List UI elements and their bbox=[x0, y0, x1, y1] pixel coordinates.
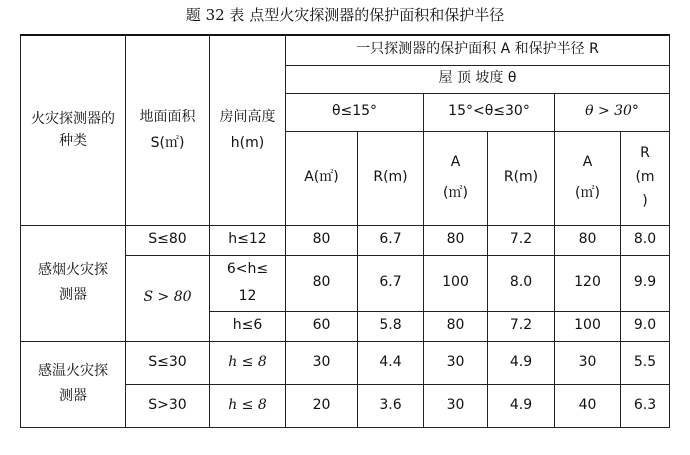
group-name-smoke: 感烟火灾探测器 bbox=[21, 225, 126, 341]
value-cell: 120 bbox=[555, 255, 621, 311]
value-cell: 80 bbox=[555, 225, 621, 255]
header-floor-area: 地面面积 S(㎡) bbox=[126, 35, 210, 225]
value-cell: 80 bbox=[286, 255, 358, 311]
header-room-height: 房间高度 h(m) bbox=[210, 35, 286, 225]
floor-area-cell: S≤80 bbox=[126, 225, 210, 255]
value-cell: 6.7 bbox=[358, 225, 424, 255]
slope-range-2: 15°<θ≤30° bbox=[424, 93, 555, 131]
room-height-cell: h ≤ 8 bbox=[210, 384, 286, 427]
table-row bbox=[21, 225, 670, 255]
value-cell: 20 bbox=[286, 384, 358, 427]
value-cell: 100 bbox=[555, 311, 621, 341]
value-cell: 60 bbox=[286, 311, 358, 341]
room-height-cell: h≤6 bbox=[210, 311, 286, 341]
value-cell: 4.9 bbox=[488, 384, 555, 427]
header-protection-group: 一只探测器的保护面积 A 和保护半径 R bbox=[286, 35, 670, 65]
value-cell: 4.9 bbox=[488, 341, 555, 384]
value-cell: 100 bbox=[424, 255, 488, 311]
floor-area-cell: S>30 bbox=[126, 384, 210, 427]
col-header-R: R(m) bbox=[358, 131, 424, 225]
room-height-cell: 6<h≤ 12 bbox=[210, 255, 286, 311]
value-cell: 8.0 bbox=[488, 255, 555, 311]
value-cell: 9.9 bbox=[621, 255, 670, 311]
group-name-heat: 感温火灾探测器 bbox=[21, 341, 126, 427]
slope-range-1: θ≤15° bbox=[286, 93, 424, 131]
value-cell: 7.2 bbox=[488, 311, 555, 341]
value-cell: 5.8 bbox=[358, 311, 424, 341]
value-cell: 80 bbox=[424, 311, 488, 341]
value-cell: 80 bbox=[424, 225, 488, 255]
value-cell: 4.4 bbox=[358, 341, 424, 384]
floor-area-cell: S≤30 bbox=[126, 341, 210, 384]
value-cell: 3.6 bbox=[358, 384, 424, 427]
value-cell: 30 bbox=[555, 341, 621, 384]
detector-table bbox=[20, 34, 670, 428]
table-row bbox=[21, 341, 670, 384]
room-height-cell: h ≤ 8 bbox=[210, 341, 286, 384]
col-header-A: A (㎡) bbox=[424, 131, 488, 225]
value-cell: 6.3 bbox=[621, 384, 670, 427]
header-detector-type: 火灾探测器的种类 bbox=[21, 35, 126, 225]
value-cell: 8.0 bbox=[621, 225, 670, 255]
value-cell: 6.7 bbox=[358, 255, 424, 311]
value-cell: 80 bbox=[286, 225, 358, 255]
room-height-cell: h≤12 bbox=[210, 225, 286, 255]
value-cell: 30 bbox=[286, 341, 358, 384]
floor-area-cell: S > 80 bbox=[126, 255, 210, 341]
header-roof-slope: 屋 顶 坡度 θ bbox=[286, 65, 670, 93]
slope-range-3: θ > 30° bbox=[555, 93, 670, 131]
col-header-A: A (㎡) bbox=[555, 131, 621, 225]
value-cell: 9.0 bbox=[621, 311, 670, 341]
col-header-R: R(m) bbox=[488, 131, 555, 225]
col-header-R: R (m ) bbox=[621, 131, 670, 225]
table-caption: 题 32 表 点型火灾探测器的保护面积和保护半径 bbox=[185, 6, 505, 24]
col-header-A: A(㎡) bbox=[286, 131, 358, 225]
value-cell: 30 bbox=[424, 341, 488, 384]
value-cell: 40 bbox=[555, 384, 621, 427]
value-cell: 30 bbox=[424, 384, 488, 427]
value-cell: 5.5 bbox=[621, 341, 670, 384]
value-cell: 7.2 bbox=[488, 225, 555, 255]
